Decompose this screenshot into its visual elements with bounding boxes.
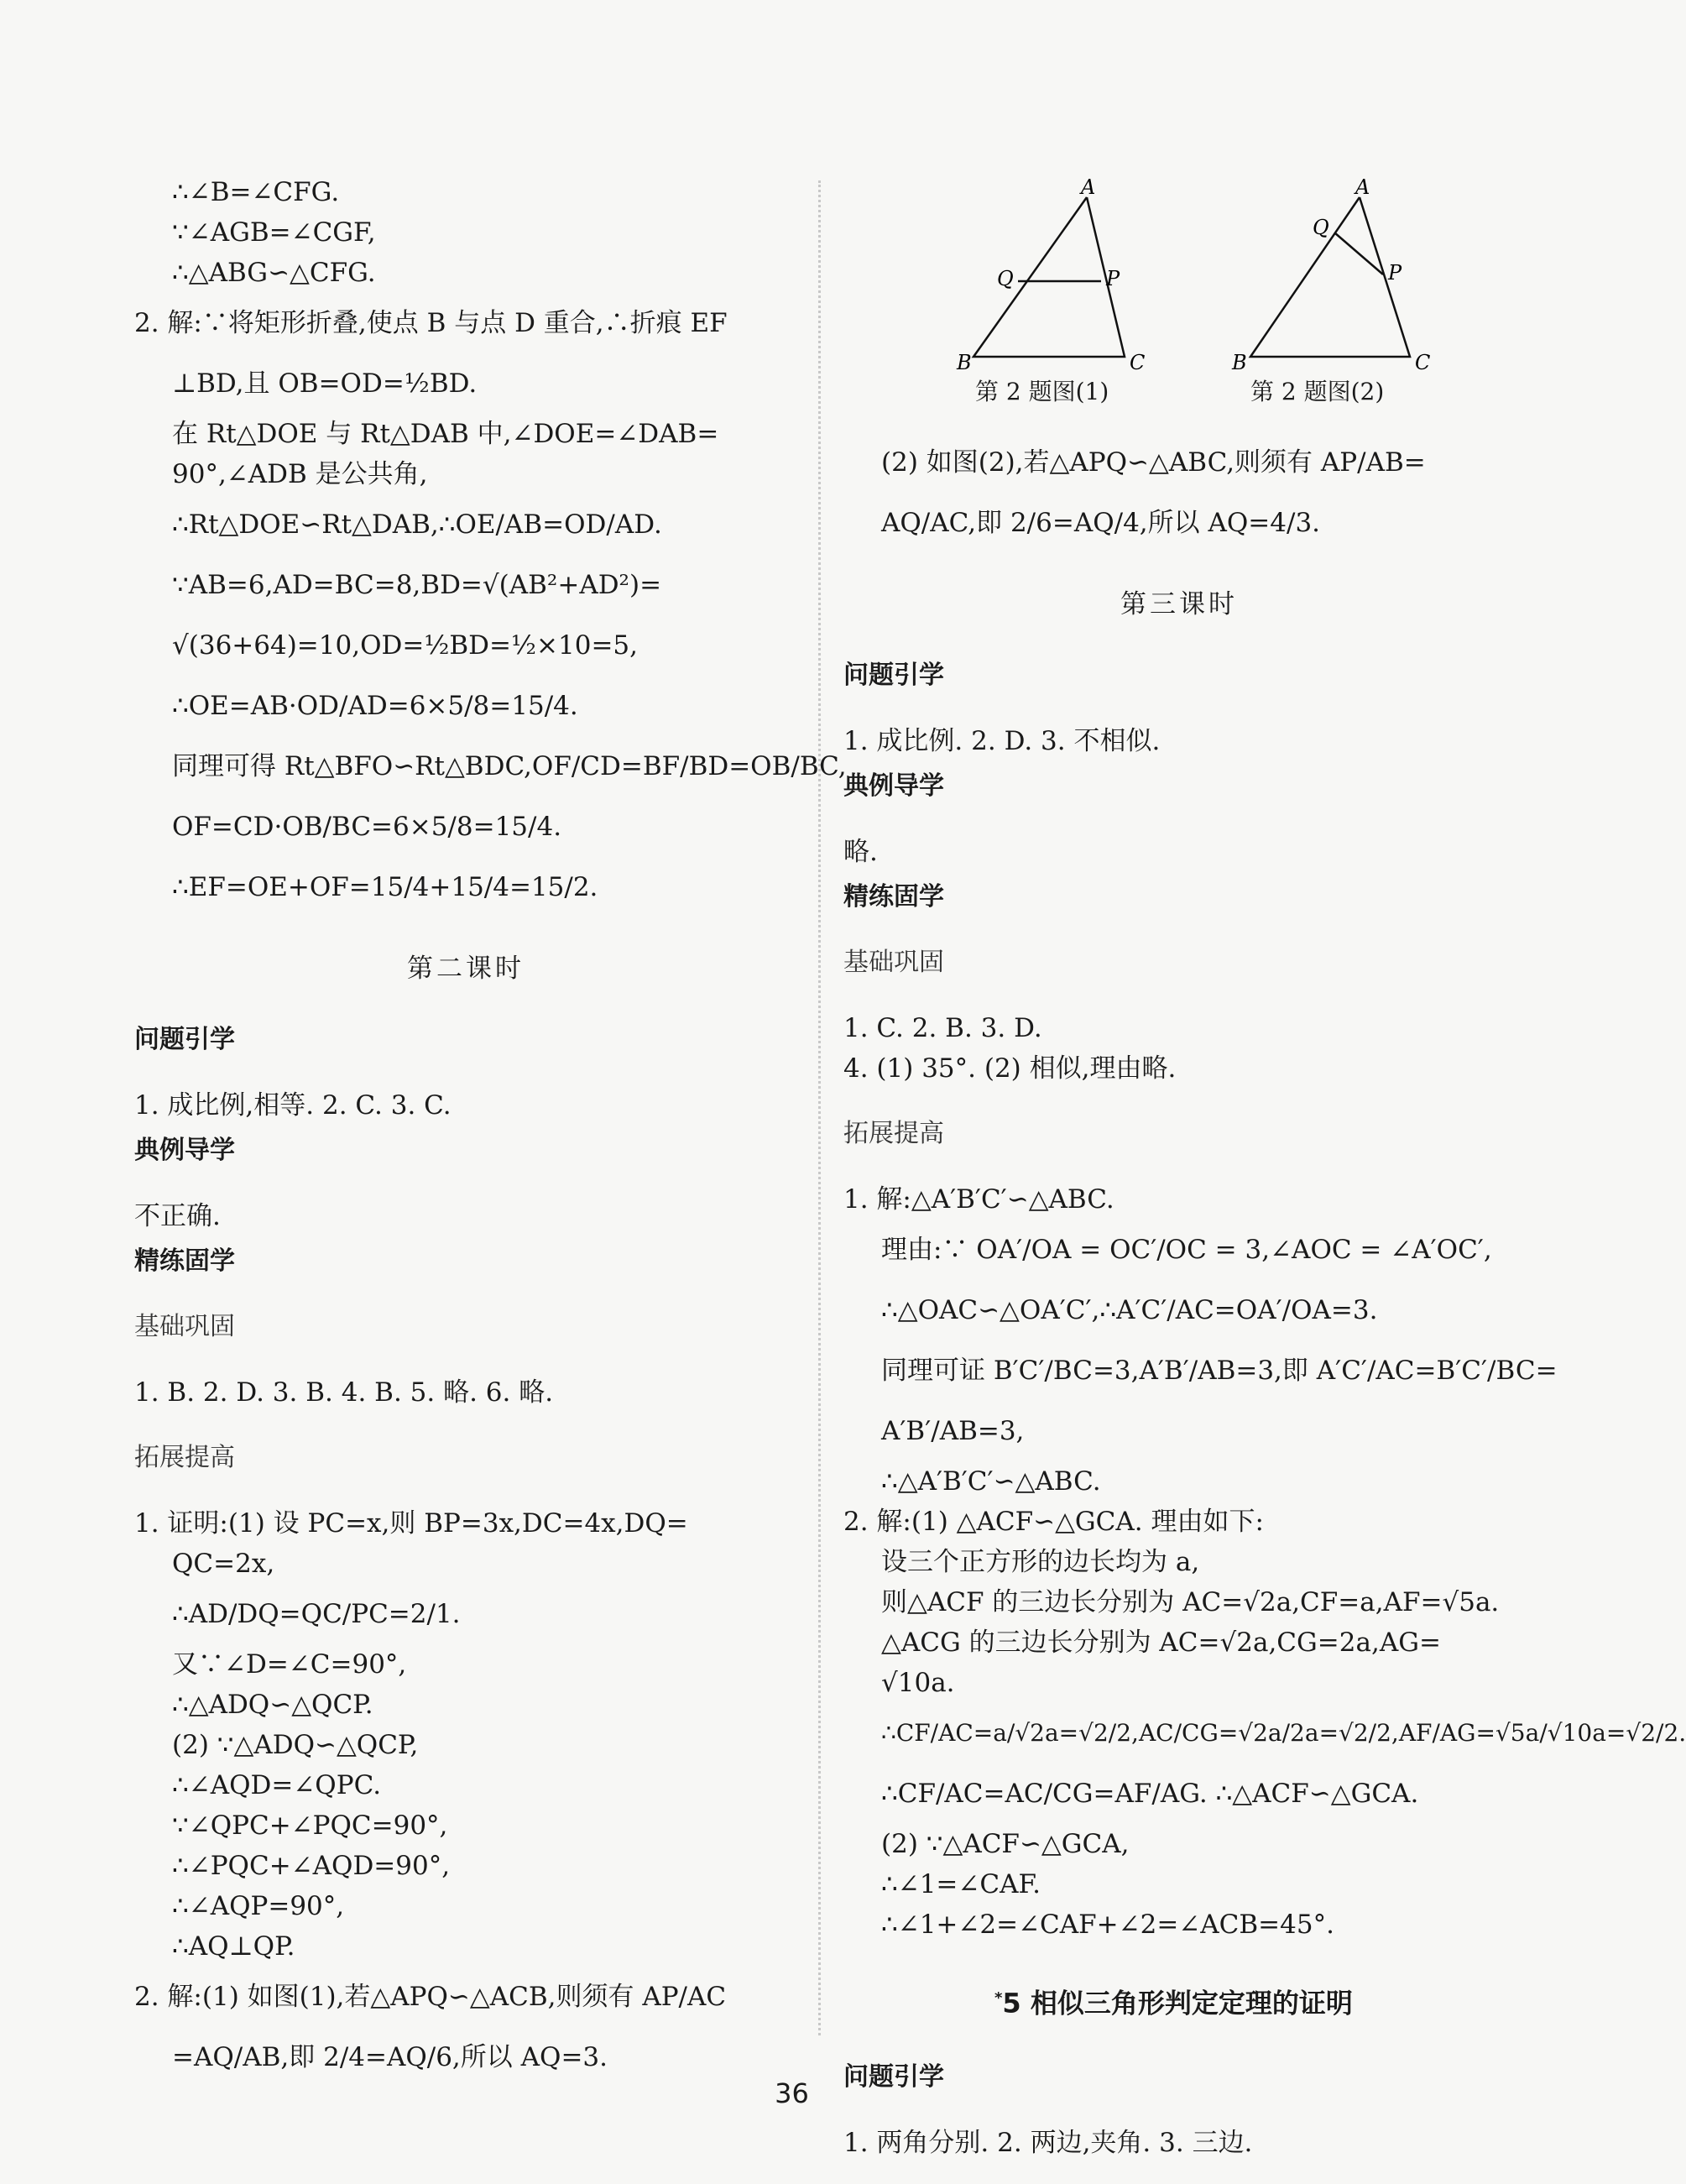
text-line: ∴Rt△DOE∽Rt△DAB,∴OE/AB=OD/AD. <box>172 509 662 540</box>
section-heading: 问题引学 <box>134 1025 235 1054</box>
vertex-label-b: B <box>1232 351 1247 374</box>
triangle-figure-2 <box>1208 175 1443 374</box>
text-line: 2. 解:(1) 如图(1),若△APQ∽△ACB,则须有 AP/AC <box>134 1982 727 2012</box>
answer-line: 1. 两角分别. 2. 两边,夹角. 3. 三边. <box>843 2127 1253 2158</box>
triangle-figure-1 <box>940 175 1158 374</box>
text-line: 则△ACF 的三边长分别为 AC=√2a,CF=a,AF=√5a. <box>881 1587 1500 1617</box>
text-line: OF=CD·OB/BC=6×5/8=15/4. <box>172 812 562 842</box>
chapter-heading <box>843 1972 1515 2030</box>
section-heading: 典例导学 <box>843 771 944 801</box>
text-line: ∴AD/DQ=QC/PC=2/1. <box>172 1599 461 1629</box>
section-heading: 精练固学 <box>134 1246 235 1276</box>
text-line: ∵AB=6,AD=BC=8,BD=√(AB²+AD²)= <box>172 570 662 600</box>
section-heading: 问题引学 <box>843 2061 944 2092</box>
vertex-label-c: C <box>1415 351 1431 374</box>
text-line: (2) ∵△ACF∽△GCA, <box>881 1829 1130 1859</box>
text-line: ∴△ADQ∽△QCP. <box>172 1690 373 1720</box>
vertex-label-p: P <box>1106 267 1120 290</box>
answer-line: 1. C. 2. B. 3. D. <box>843 1013 1042 1043</box>
subsection-heading: 拓展提高 <box>134 1443 235 1472</box>
lesson-title: 第三课时 <box>1120 589 1238 619</box>
answer-line: 略. <box>843 837 878 867</box>
answer-line: 1. 成比例. 2. D. 3. 不相似. <box>843 726 1161 756</box>
section-heading: 典例导学 <box>134 1136 235 1165</box>
text-line: A′B′/AB=3, <box>881 1416 1025 1446</box>
text-line: ∴EF=OE+OF=15/4+15/4=15/2. <box>172 872 598 902</box>
figure-caption-2: 第 2 题图(2) <box>1250 378 1385 405</box>
text-line: ∴∠AQP=90°, <box>172 1891 345 1921</box>
text-line: 理由:∵ OA′/OA = OC′/OC = 3,∠AOC = ∠A′OC′, <box>881 1235 1492 1265</box>
section-heading: 精练固学 <box>843 882 944 912</box>
text-line: ∴△ABG∽△CFG. <box>172 258 376 288</box>
vertex-label-p: P <box>1388 261 1402 285</box>
answer-line: 1. 成比例,相等. 2. C. 3. C. <box>134 1090 452 1121</box>
text-line: 1. 证明:(1) 设 PC=x,则 BP=3x,DC=4x,DQ= <box>134 1508 688 1539</box>
vertex-label-q: Q <box>997 267 1014 290</box>
text-line: 又∵∠D=∠C=90°, <box>172 1649 407 1680</box>
text-line: ∵∠AGB=∠CGF, <box>172 217 376 248</box>
text-line: △ACG 的三边长分别为 AC=√2a,CG=2a,AG= <box>881 1628 1441 1658</box>
text-line: ∴∠AQD=∠QPC. <box>172 1770 382 1800</box>
vertex-label-a: A <box>1081 175 1096 199</box>
vertex-label-c: C <box>1130 351 1146 374</box>
text-line: ∴△OAC∽△OA′C′,∴A′C′/AC=OA′/OA=3. <box>881 1295 1378 1325</box>
text-line: QC=2x, <box>172 1549 275 1579</box>
text-line: 90°,∠ADB 是公共角, <box>172 459 428 489</box>
section-heading: 问题引学 <box>843 661 944 690</box>
text-line: 同理可得 Rt△BFO∽Rt△BDC,OF/CD=BF/BD=OB/BC, <box>172 751 847 781</box>
page-number: 36 <box>775 2077 809 2109</box>
text-line: ∴AQ⊥QP. <box>172 1931 295 1962</box>
right-column <box>843 432 1686 2163</box>
text-line: ∴OE=AB·OD/AD=6×5/8=15/4. <box>172 691 578 721</box>
figure-caption-1: 第 2 题图(1) <box>975 378 1109 405</box>
text-line: 在 Rt△DOE 与 Rt△DAB 中,∠DOE=∠DAB= <box>172 419 719 449</box>
vertex-label-q: Q <box>1313 216 1329 239</box>
text-line: ∴∠B=∠CFG. <box>172 177 340 207</box>
text-line: ∵∠QPC+∠PQC=90°, <box>172 1810 448 1841</box>
text-line: (2) 如图(2),若△APQ∽△ABC,则须有 AP/AB= <box>881 447 1426 478</box>
text-line: 1. 解:△A′B′C′∽△ABC. <box>843 1184 1114 1215</box>
column-divider <box>818 180 821 2035</box>
answer-line: 1. B. 2. D. 3. B. 4. B. 5. 略. 6. 略. <box>134 1377 554 1408</box>
subsection-heading: 基础巩固 <box>843 948 944 977</box>
text-line: ∴∠PQC+∠AQD=90°, <box>172 1851 451 1881</box>
text-line: (2) ∵△ADQ∽△QCP, <box>172 1730 419 1760</box>
text-line: ∴∠1+∠2=∠CAF+∠2=∠ACB=45°. <box>881 1910 1334 1940</box>
text-line: √10a. <box>881 1668 955 1698</box>
subsection-heading: 基础巩固 <box>134 1312 235 1341</box>
text-line: 2. 解:∵将矩形折叠,使点 B 与点 D 重合,∴折痕 EF <box>134 308 728 338</box>
figure-group <box>940 175 1443 415</box>
lesson-title: 第二课时 <box>407 954 525 984</box>
text-line: 设三个正方形的边长均为 a, <box>881 1547 1200 1577</box>
vertex-label-b: B <box>957 351 972 374</box>
left-column <box>134 172 847 2087</box>
chapter-title: 5 相似三角形判定定理的证明 <box>1002 1987 1353 2019</box>
text-line: √(36+64)=10,OD=½BD=½×10=5, <box>172 630 639 661</box>
text-line: =AQ/AB,即 2/4=AQ/6,所以 AQ=3. <box>172 2042 608 2072</box>
text-line: AQ/AC,即 2/6=AQ/4,所以 AQ=4/3. <box>881 508 1321 538</box>
text-line: 2. 解:(1) △ACF∽△GCA. 理由如下: <box>843 1507 1264 1537</box>
answer-line: 不正确. <box>134 1201 221 1231</box>
text-line: ∴CF/AC=a/√2a=√2/2,AC/CG=√2a/2a=√2/2,AF/AG=√5a/√10a=√2/2. <box>881 1719 1686 1747</box>
chapter-star: * <box>994 1989 1003 2007</box>
text-line: ∴△A′B′C′∽△ABC. <box>881 1466 1101 1497</box>
text-line: ∴CF/AC=AC/CG=AF/AG. ∴△ACF∽△GCA. <box>881 1779 1419 1809</box>
subsection-heading: 拓展提高 <box>843 1119 944 1148</box>
vertex-label-a: A <box>1355 175 1370 199</box>
text-line: ⊥BD,且 OB=OD=½BD. <box>172 368 478 399</box>
text-line: ∴∠1=∠CAF. <box>881 1869 1041 1899</box>
answer-line: 4. (1) 35°. (2) 相似,理由略. <box>843 1053 1177 1084</box>
text-line: 同理可证 B′C′/BC=3,A′B′/AB=3,即 A′C′/AC=B′C′/BC= <box>881 1356 1558 1386</box>
